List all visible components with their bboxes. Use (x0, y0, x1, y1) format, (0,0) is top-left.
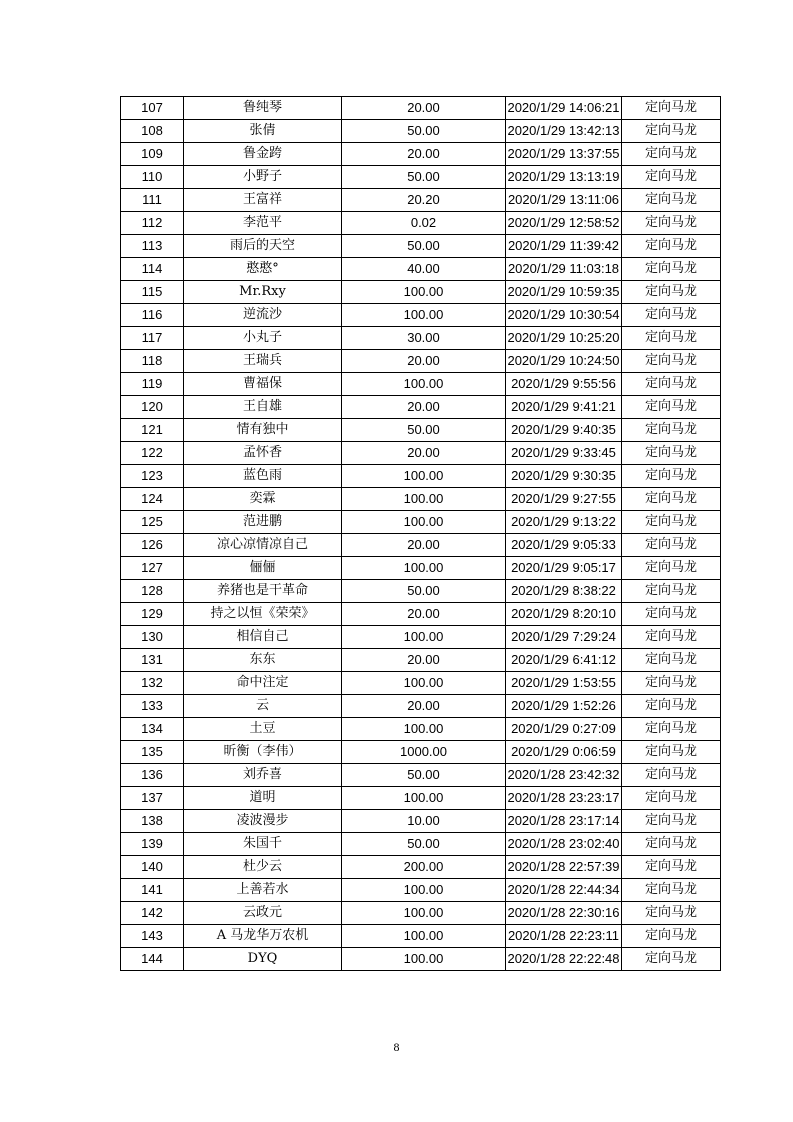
donor-name: 鲁纯琴 (184, 97, 342, 120)
table-row (121, 396, 721, 419)
donor-name: 王富祥 (184, 189, 342, 212)
donation-time: 2020/1/29 11:39:42 (506, 235, 622, 258)
donation-time: 2020/1/29 9:13:22 (506, 511, 622, 534)
donation-destination: 定向马龙 (622, 258, 721, 281)
table-row (121, 810, 721, 833)
donation-destination: 定向马龙 (622, 327, 721, 350)
donor-name: 东东 (184, 649, 342, 672)
row-number: 136 (121, 764, 184, 787)
donor-name: 憨憨° (184, 258, 342, 281)
donation-amount: 20.00 (342, 396, 506, 419)
table-row (121, 557, 721, 580)
donor-name: A 马龙华万农机 (184, 925, 342, 948)
row-number: 125 (121, 511, 184, 534)
row-number: 144 (121, 948, 184, 971)
donation-time: 2020/1/29 8:38:22 (506, 580, 622, 603)
donation-destination: 定向马龙 (622, 925, 721, 948)
donation-time: 2020/1/29 6:41:12 (506, 649, 622, 672)
row-number: 123 (121, 465, 184, 488)
table-row (121, 603, 721, 626)
donation-amount: 100.00 (342, 879, 506, 902)
donation-time: 2020/1/28 23:17:14 (506, 810, 622, 833)
donation-amount: 100.00 (342, 304, 506, 327)
donation-amount: 50.00 (342, 120, 506, 143)
table-row (121, 787, 721, 810)
donor-name: 鲁金跨 (184, 143, 342, 166)
row-number: 142 (121, 902, 184, 925)
donation-time: 2020/1/29 9:27:55 (506, 488, 622, 511)
donation-destination: 定向马龙 (622, 879, 721, 902)
table-row (121, 948, 721, 971)
donation-destination: 定向马龙 (622, 442, 721, 465)
table-row (121, 189, 721, 212)
row-number: 111 (121, 189, 184, 212)
donation-destination: 定向马龙 (622, 810, 721, 833)
row-number: 138 (121, 810, 184, 833)
donation-time: 2020/1/29 9:55:56 (506, 373, 622, 396)
donation-amount: 30.00 (342, 327, 506, 350)
donation-destination: 定向马龙 (622, 396, 721, 419)
table-row (121, 488, 721, 511)
donation-amount: 50.00 (342, 580, 506, 603)
donation-time: 2020/1/29 9:30:35 (506, 465, 622, 488)
donation-amount: 20.00 (342, 695, 506, 718)
donation-destination: 定向马龙 (622, 718, 721, 741)
donation-destination: 定向马龙 (622, 534, 721, 557)
donor-name: 昕衡（李伟） (184, 741, 342, 764)
donation-amount: 100.00 (342, 948, 506, 971)
donation-time: 2020/1/29 0:06:59 (506, 741, 622, 764)
donor-name: 小丸子 (184, 327, 342, 350)
donor-name: 凉心凉情凉自己 (184, 534, 342, 557)
donation-time: 2020/1/29 13:42:13 (506, 120, 622, 143)
donation-amount: 20.00 (342, 603, 506, 626)
donor-name: 李范平 (184, 212, 342, 235)
row-number: 140 (121, 856, 184, 879)
donation-time: 2020/1/29 13:11:06 (506, 189, 622, 212)
donor-name: 杜少云 (184, 856, 342, 879)
donation-time: 2020/1/28 22:57:39 (506, 856, 622, 879)
donation-amount: 100.00 (342, 465, 506, 488)
donation-amount: 20.00 (342, 442, 506, 465)
table-body (121, 97, 721, 971)
donation-time: 2020/1/29 1:52:26 (506, 695, 622, 718)
donor-name: 奕霖 (184, 488, 342, 511)
donation-time: 2020/1/28 23:02:40 (506, 833, 622, 856)
donation-destination: 定向马龙 (622, 281, 721, 304)
donor-name: 道明 (184, 787, 342, 810)
table-row (121, 580, 721, 603)
row-number: 137 (121, 787, 184, 810)
donation-time: 2020/1/29 10:24:50 (506, 350, 622, 373)
donation-time: 2020/1/28 22:44:34 (506, 879, 622, 902)
donation-destination: 定向马龙 (622, 465, 721, 488)
donation-destination: 定向马龙 (622, 948, 721, 971)
row-number: 116 (121, 304, 184, 327)
donation-table (120, 96, 721, 971)
row-number: 121 (121, 419, 184, 442)
table-row (121, 534, 721, 557)
donation-amount: 20.00 (342, 534, 506, 557)
row-number: 122 (121, 442, 184, 465)
table-row (121, 649, 721, 672)
donation-amount: 50.00 (342, 419, 506, 442)
row-number: 118 (121, 350, 184, 373)
donation-amount: 20.00 (342, 350, 506, 373)
donation-amount: 100.00 (342, 626, 506, 649)
donation-destination: 定向马龙 (622, 741, 721, 764)
donation-time: 2020/1/29 9:41:21 (506, 396, 622, 419)
donation-destination: 定向马龙 (622, 488, 721, 511)
donation-time: 2020/1/29 11:03:18 (506, 258, 622, 281)
table-row (121, 327, 721, 350)
row-number: 131 (121, 649, 184, 672)
donation-destination: 定向马龙 (622, 672, 721, 695)
donation-amount: 100.00 (342, 902, 506, 925)
donation-destination: 定向马龙 (622, 764, 721, 787)
donation-destination: 定向马龙 (622, 787, 721, 810)
donation-amount: 20.20 (342, 189, 506, 212)
donation-amount: 20.00 (342, 649, 506, 672)
table-row (121, 419, 721, 442)
donation-destination: 定向马龙 (622, 166, 721, 189)
donation-destination: 定向马龙 (622, 580, 721, 603)
table-row (121, 304, 721, 327)
donation-amount: 100.00 (342, 488, 506, 511)
table-row (121, 350, 721, 373)
donation-amount: 50.00 (342, 833, 506, 856)
donation-time: 2020/1/29 10:25:20 (506, 327, 622, 350)
donation-destination: 定向马龙 (622, 212, 721, 235)
table-row (121, 879, 721, 902)
donation-time: 2020/1/29 9:05:33 (506, 534, 622, 557)
donation-destination: 定向马龙 (622, 304, 721, 327)
donation-destination: 定向马龙 (622, 97, 721, 120)
donor-name: 土豆 (184, 718, 342, 741)
row-number: 141 (121, 879, 184, 902)
row-number: 108 (121, 120, 184, 143)
row-number: 129 (121, 603, 184, 626)
table-row (121, 925, 721, 948)
page-number: 8 (393, 1040, 400, 1054)
donation-amount: 100.00 (342, 281, 506, 304)
donation-destination: 定向马龙 (622, 649, 721, 672)
donation-time: 2020/1/29 9:40:35 (506, 419, 622, 442)
table-row (121, 465, 721, 488)
donor-name: 孟怀香 (184, 442, 342, 465)
donation-amount: 10.00 (342, 810, 506, 833)
row-number: 135 (121, 741, 184, 764)
table-row (121, 120, 721, 143)
row-number: 110 (121, 166, 184, 189)
table-row (121, 166, 721, 189)
donation-amount: 20.00 (342, 97, 506, 120)
donation-amount: 100.00 (342, 373, 506, 396)
donation-amount: 100.00 (342, 672, 506, 695)
row-number: 114 (121, 258, 184, 281)
donor-name: 刘乔喜 (184, 764, 342, 787)
donor-name: 张倩 (184, 120, 342, 143)
donor-name: 持之以恒《荣荣》 (184, 603, 342, 626)
table-row (121, 97, 721, 120)
row-number: 143 (121, 925, 184, 948)
table-row (121, 442, 721, 465)
donor-name: 雨后的天空 (184, 235, 342, 258)
table-row (121, 833, 721, 856)
row-number: 134 (121, 718, 184, 741)
donation-destination: 定向马龙 (622, 557, 721, 580)
donation-amount: 0.02 (342, 212, 506, 235)
row-number: 119 (121, 373, 184, 396)
donor-name: Mr.Rxy (184, 281, 342, 304)
donation-time: 2020/1/29 13:13:19 (506, 166, 622, 189)
donation-amount: 100.00 (342, 718, 506, 741)
donation-time: 2020/1/29 13:37:55 (506, 143, 622, 166)
donation-amount: 50.00 (342, 764, 506, 787)
row-number: 120 (121, 396, 184, 419)
donation-destination: 定向马龙 (622, 235, 721, 258)
donation-amount: 1000.00 (342, 741, 506, 764)
table-row (121, 902, 721, 925)
donation-time: 2020/1/28 23:23:17 (506, 787, 622, 810)
donor-name: 云政元 (184, 902, 342, 925)
row-number: 107 (121, 97, 184, 120)
donation-destination: 定向马龙 (622, 373, 721, 396)
row-number: 115 (121, 281, 184, 304)
donation-amount: 50.00 (342, 166, 506, 189)
row-number: 113 (121, 235, 184, 258)
table-row (121, 511, 721, 534)
table-row (121, 258, 721, 281)
donor-name: 凌波漫步 (184, 810, 342, 833)
donation-time: 2020/1/29 8:20:10 (506, 603, 622, 626)
donation-amount: 40.00 (342, 258, 506, 281)
donation-destination: 定向马龙 (622, 626, 721, 649)
table-row (121, 143, 721, 166)
donation-time: 2020/1/29 12:58:52 (506, 212, 622, 235)
donation-time: 2020/1/29 7:29:24 (506, 626, 622, 649)
donor-name: 逆流沙 (184, 304, 342, 327)
table-row (121, 235, 721, 258)
table-row (121, 741, 721, 764)
donation-time: 2020/1/29 9:33:45 (506, 442, 622, 465)
row-number: 126 (121, 534, 184, 557)
row-number: 112 (121, 212, 184, 235)
row-number: 109 (121, 143, 184, 166)
donor-name: 范进鹏 (184, 511, 342, 534)
donation-destination: 定向马龙 (622, 833, 721, 856)
row-number: 130 (121, 626, 184, 649)
donation-amount: 20.00 (342, 143, 506, 166)
donation-time: 2020/1/28 22:30:16 (506, 902, 622, 925)
donor-name: 俪俪 (184, 557, 342, 580)
donation-time: 2020/1/29 10:59:35 (506, 281, 622, 304)
donation-destination: 定向马龙 (622, 189, 721, 212)
donation-amount: 100.00 (342, 557, 506, 580)
row-number: 133 (121, 695, 184, 718)
donor-name: 养猪也是干革命 (184, 580, 342, 603)
donation-destination: 定向马龙 (622, 603, 721, 626)
donor-name: 相信自己 (184, 626, 342, 649)
table-row (121, 281, 721, 304)
donor-name: 蓝色雨 (184, 465, 342, 488)
donor-name: 云 (184, 695, 342, 718)
donation-time: 2020/1/28 22:22:48 (506, 948, 622, 971)
table-row (121, 695, 721, 718)
donor-name: 曹福保 (184, 373, 342, 396)
donation-time: 2020/1/29 14:06:21 (506, 97, 622, 120)
donor-name: DYQ (184, 948, 342, 971)
row-number: 139 (121, 833, 184, 856)
table-row (121, 764, 721, 787)
row-number: 117 (121, 327, 184, 350)
donation-destination: 定向马龙 (622, 511, 721, 534)
table-row (121, 373, 721, 396)
donation-amount: 50.00 (342, 235, 506, 258)
donor-name: 情有独中 (184, 419, 342, 442)
donor-name: 小野子 (184, 166, 342, 189)
donation-time: 2020/1/28 23:42:32 (506, 764, 622, 787)
donation-destination: 定向马龙 (622, 120, 721, 143)
donation-time: 2020/1/29 0:27:09 (506, 718, 622, 741)
donation-time: 2020/1/29 9:05:17 (506, 557, 622, 580)
donation-destination: 定向马龙 (622, 856, 721, 879)
donation-time: 2020/1/29 1:53:55 (506, 672, 622, 695)
donor-name: 王瑞兵 (184, 350, 342, 373)
donation-destination: 定向马龙 (622, 143, 721, 166)
table-row (121, 626, 721, 649)
row-number: 132 (121, 672, 184, 695)
donor-name: 上善若水 (184, 879, 342, 902)
table-row (121, 672, 721, 695)
table-row (121, 212, 721, 235)
donation-time: 2020/1/29 10:30:54 (506, 304, 622, 327)
donor-name: 命中注定 (184, 672, 342, 695)
donor-name: 王自雄 (184, 396, 342, 419)
table-row (121, 718, 721, 741)
donation-destination: 定向马龙 (622, 695, 721, 718)
donation-destination: 定向马龙 (622, 350, 721, 373)
donor-name: 朱国千 (184, 833, 342, 856)
row-number: 128 (121, 580, 184, 603)
donation-destination: 定向马龙 (622, 419, 721, 442)
row-number: 124 (121, 488, 184, 511)
row-number: 127 (121, 557, 184, 580)
table-row (121, 856, 721, 879)
donation-amount: 100.00 (342, 925, 506, 948)
donation-amount: 200.00 (342, 856, 506, 879)
donation-time: 2020/1/28 22:23:11 (506, 925, 622, 948)
donation-amount: 100.00 (342, 787, 506, 810)
donation-destination: 定向马龙 (622, 902, 721, 925)
donation-amount: 100.00 (342, 511, 506, 534)
